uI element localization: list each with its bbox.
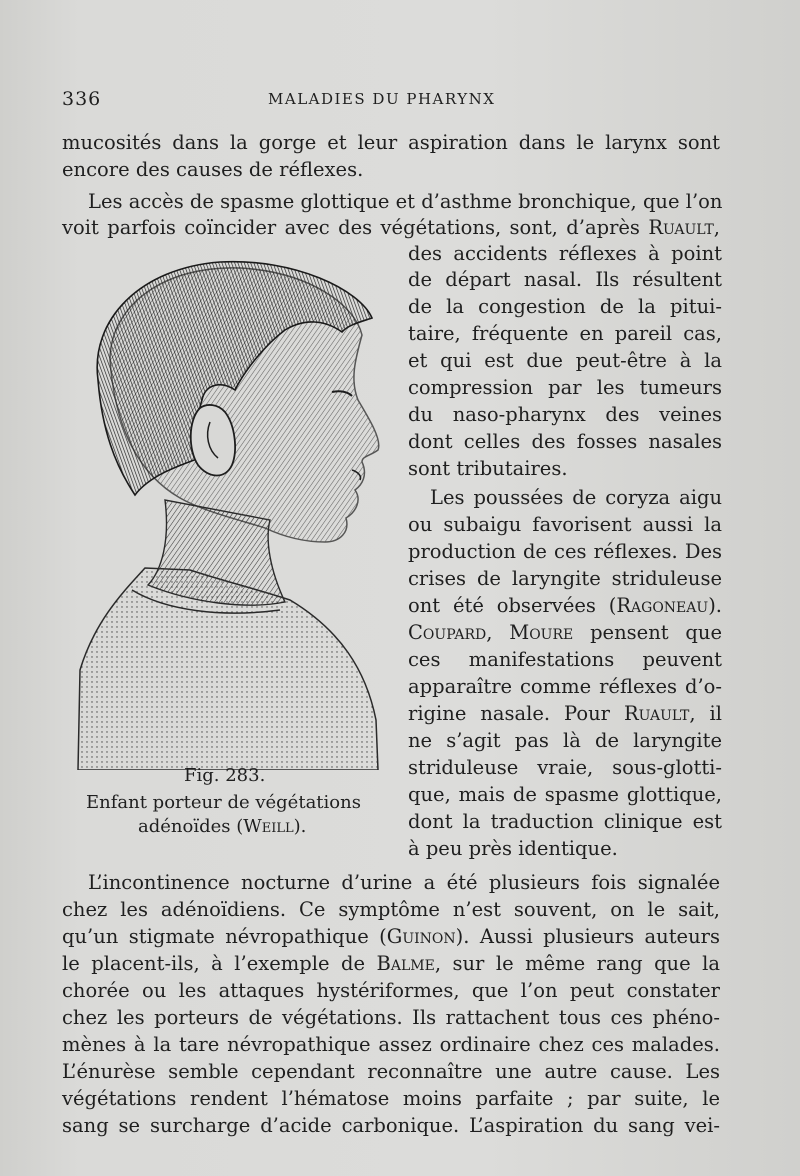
text-line: dont celles des fosses nasales <box>408 430 722 453</box>
text-line: qu’un stigmate névropathique (Guinon). Aussi plusieurs auteurs <box>62 925 720 948</box>
text-line: striduleuse vraie, sous-glotti- <box>408 756 722 779</box>
text-line: apparaître comme réflexes d’o- <box>408 675 722 698</box>
text-line: de départ nasal. Ils résultent <box>408 268 722 291</box>
text-line: que, mais de spasme glottique, <box>408 783 722 806</box>
text-line: sont tributaires. <box>408 457 568 480</box>
text-line: et qui est due peut-être à la <box>408 349 722 372</box>
text-line: de la congestion de la pitui- <box>408 295 722 318</box>
text-line: des accidents réflexes à point <box>408 242 722 265</box>
text-line: ne s’agit pas là de laryngite <box>408 729 722 752</box>
figure-caption-line: Enfant porteur de végétations <box>86 792 361 813</box>
text-line: encore des causes de réflexes. <box>62 158 364 181</box>
text-line: Coupard, Moure pensent que <box>408 621 722 644</box>
author-name: Ruault <box>648 216 714 239</box>
page-header <box>62 88 722 114</box>
text-line: sang se surcharge d’acide carbonique. L’aspiration du sang vei- <box>62 1114 720 1137</box>
text-line: L’incontinence nocturne d’urine a été plusieurs fois signalée <box>88 871 720 894</box>
text-line: à peu près identique. <box>408 837 618 860</box>
author-name: Coupard <box>408 621 487 644</box>
text-line: chorée ou les attaques hystériformes, que l’on peut constater <box>62 979 720 1002</box>
text-line: Les poussées de coryza aigu <box>430 486 722 509</box>
text-line: rigine nasale. Pour Ruault, il <box>408 702 722 725</box>
running-title: MALADIES DU PHARYNX <box>268 90 496 108</box>
text-line: taire, fréquente en pareil cas, <box>408 322 722 345</box>
figure-label: Fig. 283. <box>184 765 266 786</box>
author-name: Moure <box>509 621 574 644</box>
text-line: ces manifestations peuvent <box>408 648 722 671</box>
text-line: ont été observées (Ragoneau). <box>408 594 722 617</box>
text-line: végétations rendent l’hématose moins parfaite ; par suite, le <box>62 1087 720 1110</box>
text-line: L’énurèse semble cependant reconnaître une autre cause. Les <box>62 1060 720 1083</box>
author-name: Balme <box>376 952 435 975</box>
author-name: Ruault <box>623 702 690 725</box>
text-line: production de ces réflexes. Des <box>408 540 722 563</box>
boy-profile-illustration <box>70 250 390 770</box>
text-line: chez les adénoïdiens. Ce symptôme n’est souvent, on le sait, <box>62 898 720 921</box>
text-line: mènes à la tare névropathique assez ordinaire chez ces malades. <box>62 1033 720 1056</box>
text-line: ou subaigu favorisent aussi la <box>408 513 722 536</box>
figure-engraving <box>70 250 390 770</box>
author-name: Ragoneau <box>616 594 709 617</box>
text-line: dont la traduction clinique est <box>408 810 722 833</box>
text-line: Les accès de spasme glottique et d’asthme bronchique, que l’on <box>88 190 723 213</box>
author-name: Weill <box>243 816 294 837</box>
text-line: crises de laryngite striduleuse <box>408 567 722 590</box>
text-line: compression par les tumeurs <box>408 376 722 399</box>
figure-caption-line: adénoïdes (Weill). <box>138 816 307 837</box>
page-number: 336 <box>62 88 102 110</box>
text-line: du naso-pharynx des veines <box>408 403 722 426</box>
text-line: le placent-ils, à l’exemple de Balme, sur le même rang que la <box>62 952 720 975</box>
author-name: Guinon <box>386 925 456 948</box>
text-line: voit parfois coïncider avec des végétations, sont, d’après Ruault, <box>62 216 720 239</box>
text-line: chez les porteurs de végétations. Ils rattachent tous ces phéno- <box>62 1006 720 1029</box>
text-line: mucosités dans la gorge et leur aspiration dans le larynx sont <box>62 131 720 154</box>
